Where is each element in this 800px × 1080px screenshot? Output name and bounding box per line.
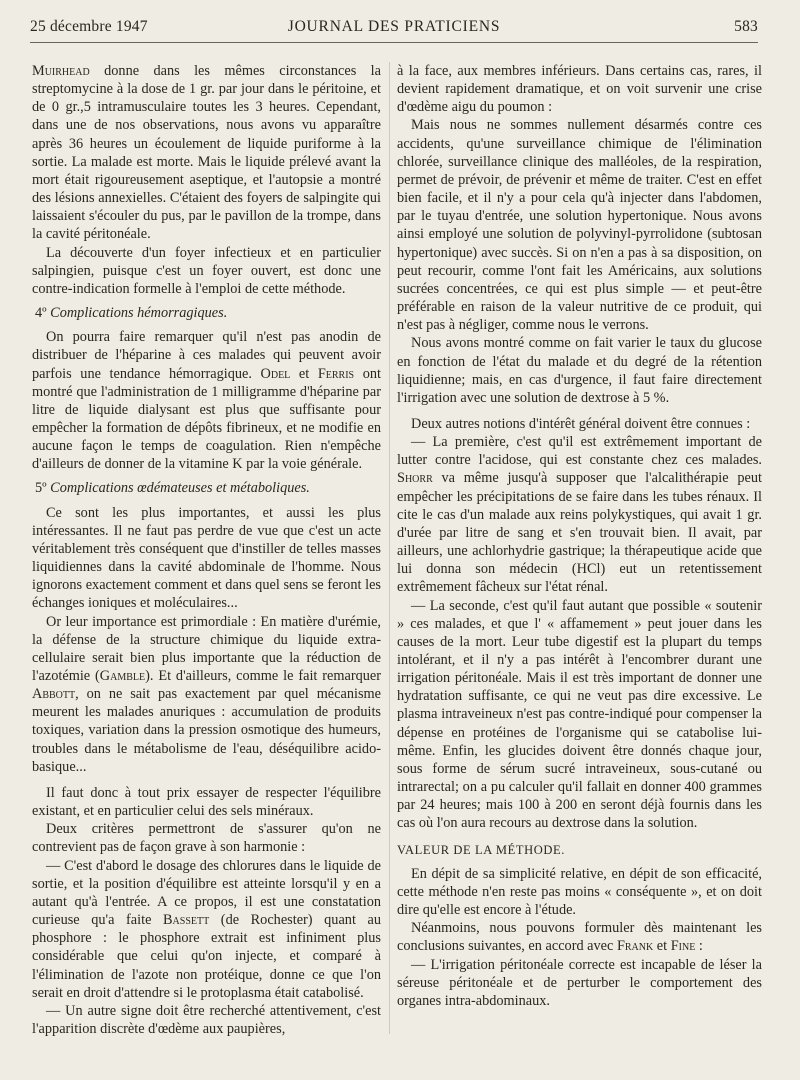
paragraph: Nous avons montré comme on fait varier le taux du glucose en fonction de l'état du malade et du degré de la rétention liquidienne; mais, en cas d'urgence, il faut faire directement l'irrigation avec une solution de dextrose à 5 %.	[397, 335, 762, 406]
paragraph	[32, 62, 381, 244]
paragraph-text: Néanmoins, nous pouvons formuler dès maintenant les conclusions suivantes, en accord avec	[397, 920, 762, 955]
section-number: 4º	[35, 305, 47, 322]
paragraph-gap	[397, 407, 762, 415]
author-name: Ferris	[317, 365, 355, 382]
author-name: Gamble	[99, 668, 146, 684]
paragraph-text: (de Rochester) quant au phosphore : le phosphore extrait est infiniment plus considérable que celui qu'on injecte, et comparé à l'élimination de l'azote non protéique, donne ce que l'on serait en droit d'attendre si le protoplasma était catabolisé.	[32, 912, 381, 1001]
section-heading	[32, 304, 381, 322]
section-number: 5º	[35, 480, 47, 497]
page-number: 583	[734, 18, 758, 35]
paragraph: Deux critères permettront de s'assurer qu'on ne contrevient pas de façon grave à son harmonie :	[32, 821, 381, 856]
paragraph: — L'irrigation péritonéale correcte est incapable de léser la séreuse péritonéale et de perturber le comportement des organes intra-abdominaux.	[397, 956, 762, 1009]
paragraph: à la face, aux membres inférieurs. Dans certains cas, rares, il devient rapidement dramatique, et on voit survenir une crise d'œdème aigu du poumon :	[397, 63, 762, 116]
paragraph: — Un autre signe doit être recherché attentivement, c'est l'apparition discrète d'œdème aux paupières,	[32, 1002, 381, 1037]
paragraph-text: :	[695, 938, 703, 955]
paragraph-text: et	[653, 938, 671, 955]
header-rule	[30, 42, 758, 43]
paragraph	[32, 613, 381, 776]
paragraph-text: — C'est d'abord le dosage des chlorures dans le liquide de sortie, et la position d'équilibre est atteinte lorsqu'il y en a autant qu'à l'entrée. A ce propos, il est une constatation curieuse qu'a faite	[32, 857, 381, 929]
section-title: Complications œdémateuses et métaboliques.	[50, 480, 310, 497]
author-name: Shorr	[397, 470, 433, 487]
author-name: Bassett	[163, 912, 210, 929]
journal-title: JOURNAL DES PRATICIENS	[287, 18, 501, 35]
paragraph-text: On pourra faire remarquer qu'il n'est pas anodin de distribuer de l'héparine à ces malades qui peuvent avoir parfois une tendance hémorragique.	[32, 329, 381, 382]
author-name: Fine	[670, 938, 696, 955]
paragraph-text: ). Et d'ailleurs, comme le fait remarquer	[145, 668, 381, 684]
column-divider	[389, 62, 390, 1034]
paragraph-text: ont montré que l'administration de 1 milligramme d'héparine par litre de liquide dialysant est plus que suffisante pour empêcher la formation de dépôts fibrineux, et ne modifie en aucune façon le temps de coagulation. Rien n'empêche d'ailleurs de donner de la vitamine K par la voie générale.	[32, 365, 381, 473]
author-name: Frank	[616, 938, 654, 955]
paragraph-text: donne dans les mêmes circonstances la streptomycine à la dose de 1 gr. par jour dans le péritoine, et de 0 gr.,5 intramusculaire toutes les 3 heures. Cependant, dans une de nos observations, nous avons vu apparaître après 36 heures un écoulement de liquide puriforme à la sortie. La malade est morte. Mais le liquide prélevé avant la mort était rigoureusement aseptique, et l'autopsie a montré des lésions annexielles. C'étaient des foyers de salpingite qui laissaient s'écouler du pus, par le pavillon de la trompe, dans la cavité péritonéale.	[32, 63, 381, 243]
paragraph-text: Or leur importance est primordiale : En matière d'urémie, la défense de la structure chimique du liquide extra-cellulaire serait bien plus importante que la réduction de l'azotémie (	[32, 613, 381, 684]
paragraph-gap	[32, 776, 381, 784]
author-name: Muirhead	[32, 63, 90, 79]
paragraph-text: va même jusqu'à supposer que l'alcalithérapie peut empêcher les précipitations de se faire dans les tubes rénaux. Il cite le cas d'un malade aux reins polykystiques, qui avait 1 gr. d'urée par litre de sang et s'en trouvait bien. Il avait, par ailleurs, une achlorhydrie gastrique; la thérapeutique acide que lui donna son médecin (HCl) eut un retentissement extrêmement fâcheux sur l'état rénal.	[397, 470, 762, 596]
issue-date: 25 décembre 1947	[30, 18, 148, 35]
paragraph-text: — La première, c'est qu'il est extrêmement important de lutter contre l'acidose, qui est constante chez ces malades.	[397, 434, 762, 469]
section-heading: VALEUR DE LA MÉTHODE.	[397, 842, 565, 857]
paragraph-text: et	[290, 365, 318, 382]
paragraph: Ce sont les plus importantes, et aussi les plus intéressantes. Il ne faut pas perdre de vue que c'est un acte véritablement très conséquent que d'instiller de telles masses liquidiennes dans la cavité abdominale de l'homme. Nous ignorons exactement comment et dans quel sens se feront les échanges ioniques et moléculaires...	[32, 504, 381, 612]
left-column	[32, 62, 381, 1038]
paragraph: Mais nous ne sommes nullement désarmés contre ces accidents, qu'une surveillance chimique de l'élimination chlorée, surveillance clinique des malléoles, de la respiration, permet de prévoir, de prévenir et même de traiter. C'est en effet bien facile, et il n'y a pour cela qu'à injecter dans l'abdomen, par le tuyau d'entrée, une solution hypertonique. Nous avons ainsi employé une solution de polyvinyl-pyrrolidone (subtosan hypertonique) avec succès. Si on n'en a pas à sa disposition, on peut recourir, comme l'ont fait les Américains, aux solutions sucrées concentrées, ce qui est plus simple — et peut-être préférable en raison de la valeur nutritive de ce produit, qui n'est pas à négliger, comme nous le verrons.	[397, 117, 762, 334]
paragraph	[32, 328, 381, 473]
paragraph: Deux autres notions d'intérêt général doivent être connues :	[411, 415, 751, 432]
paragraph	[32, 857, 381, 1002]
paragraph	[397, 433, 762, 596]
paragraph-text: , on ne sait pas exactement par quel mécanisme meurent les malades anuriques : accumulation de produits toxiques, variation dans la pression osmotique des humeurs, troubles dans le métabolisme de l'eau, déséquilibre acido-basique...	[32, 686, 381, 775]
author-name: Abbott	[32, 686, 76, 703]
running-header	[30, 18, 758, 40]
right-column	[397, 62, 762, 1010]
author-name: Odel	[260, 365, 291, 382]
section-heading	[32, 479, 381, 497]
paragraph: Il faut donc à tout prix essayer de respecter l'équilibre existant, et en particulier celui des sels minéraux.	[32, 784, 381, 820]
paragraph	[397, 919, 762, 955]
section-title: Complications hémorragiques.	[50, 305, 228, 322]
paragraph: La découverte d'un foyer infectieux et en particulier salpingien, puisque c'est un foyer ouvert, est donc une contre-indication formelle à l'emploi de cette méthode.	[32, 244, 381, 297]
paragraph: — La seconde, c'est qu'il faut autant que possible « soutenir » ces malades, et que l' « affamement » peut jouer dans les causes de la mort. Leur tube digestif est la plupart du temps intolérant, et il n'y a pas intérêt à l'encombrer durant une irrigation péritonéale. Mais il est très important de donner une hydratation suffisante, ce qui ne veut pas dire excessive. Le plasma intraveineux n'est pas contre-indiqué pour compenser la dépense en protéines de l'organisme qui se catabolise lui-même. Enfin, les glucides doivent être donnés chaque jour, sous forme de sérum sucré intraveineux, sous-cutané ou intrarectal; on a pu calculer qu'il fallait en donner 400 grammes par 24 heures; mais 100 à 200 en seront déjà fournis dans les cas où l'on aura recours au dextrose dans la solution.	[397, 597, 762, 832]
paragraph: En dépit de sa simplicité relative, en dépit de son efficacité, cette méthode n'en reste pas moins « conséquente », et on doit dire qu'elle est encore à l'étude.	[397, 865, 762, 919]
